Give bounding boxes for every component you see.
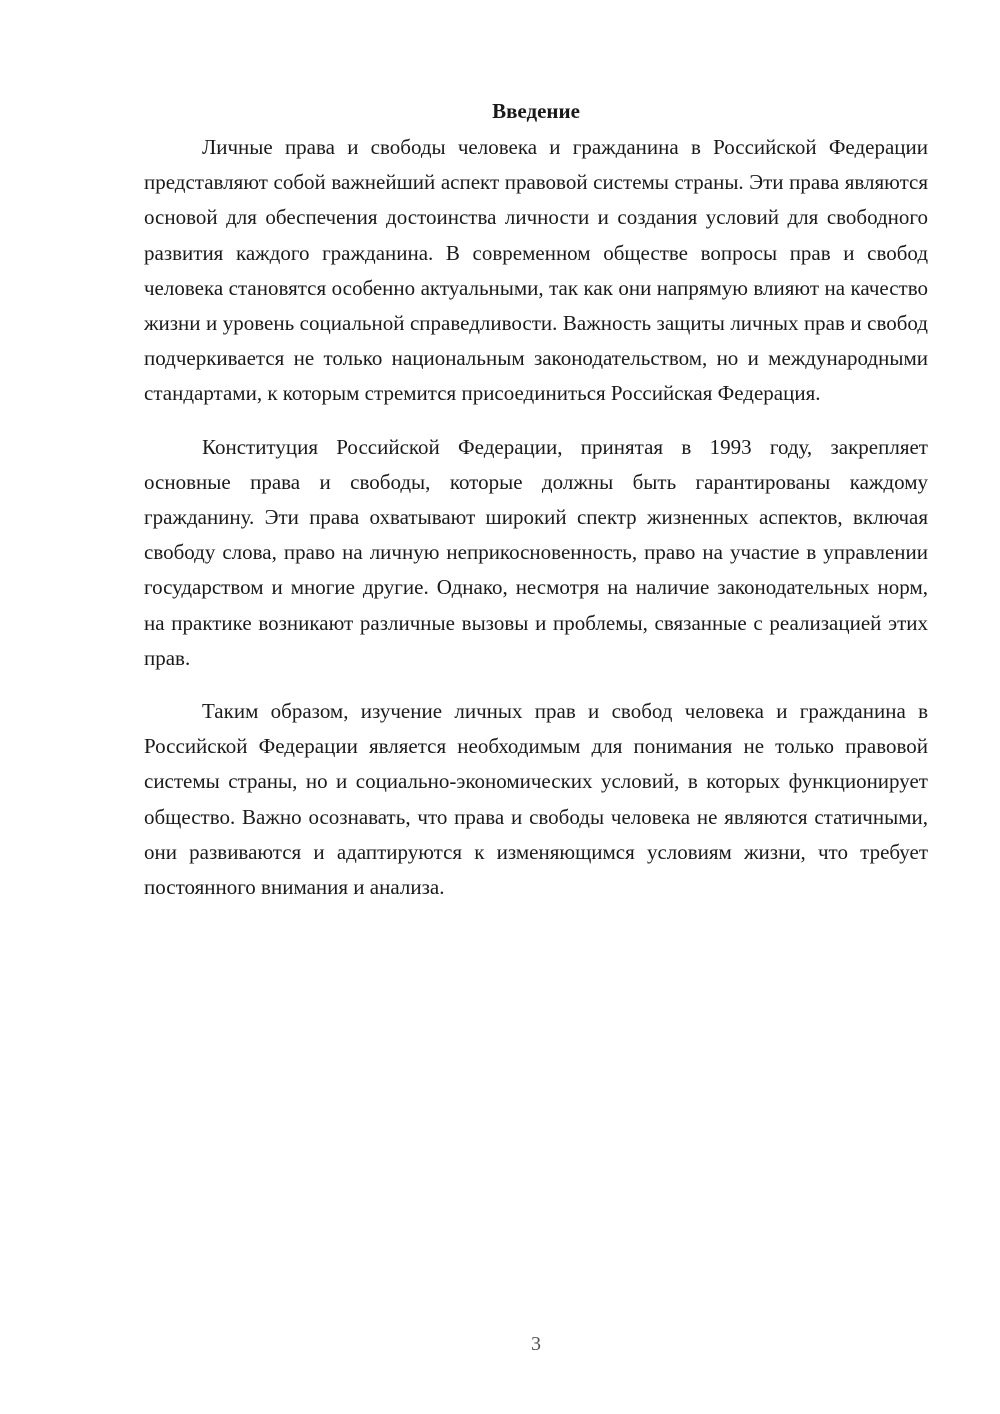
paragraph-1: Личные права и свободы человека и гражданина в Российской Федерации представляют собой важнейший аспект правовой системы страны. Эти права являются основой для обеспечения достоинства личности и создания условий для свободного развития каждого гражданина. В современном обществе вопросы прав и свобод человека становятся особенно актуальными, так как они напрямую влияют на качество жизни и уровень социальной справедливости. Важность защиты личных прав и свобод подчеркивается не только национальным законодательством, но и международными стандартами, к которым стремится присоединиться Российская Федерация. bbox=[144, 135, 928, 406]
section-heading: Введение bbox=[492, 99, 580, 123]
paragraph-3: Таким образом, изучение личных прав и свобод человека и гражданина в Российской Федерации является необходимым для понимания не только правовой системы страны, но и социально-экономических условий, в которых функционирует общество. Важно осознавать, что права и свободы человека не являются статичными, они развиваются и адаптируются к изменяющимся условиям жизни, что требует постоянного внимания и анализа. bbox=[144, 699, 928, 900]
paragraph-2: Конституция Российской Федерации, принятая в 1993 году, закрепляет основные права и свободы, которые должны быть гарантированы каждому гражданину. Эти права охватывают широкий спектр жизненных аспектов, включая свободу слова, право на личную неприкосновенность, право на участие в управлении государством и многие другие. Однако, несмотря на наличие законодательных норм, на практике возникают различные вызовы и проблемы, связанные с реализацией этих прав. bbox=[144, 434, 928, 670]
page-number: 3 bbox=[531, 1333, 541, 1355]
page-body bbox=[144, 96, 928, 923]
